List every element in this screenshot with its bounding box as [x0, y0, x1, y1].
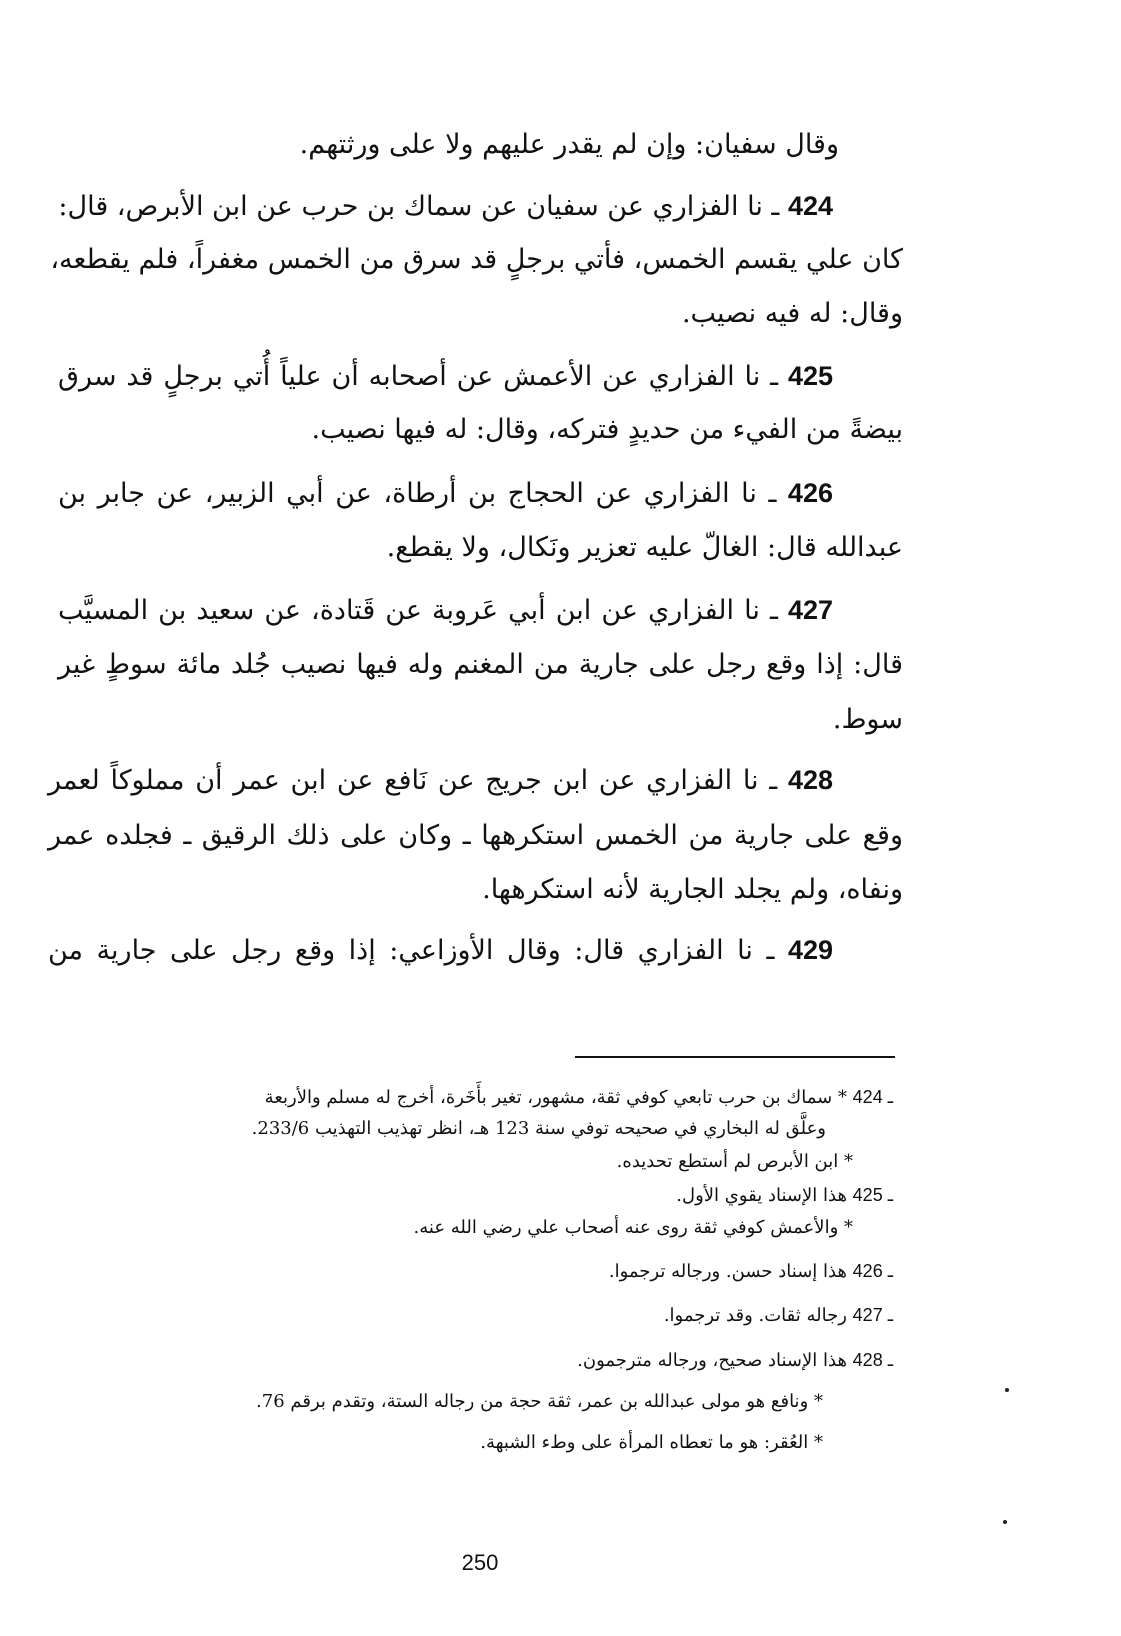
footnote-426: [609, 1256, 893, 1287]
body-text: نا الفزاري عن سفيان عن سماك بن حرب عن ابن الأبرص، قال:: [58, 191, 763, 222]
dash: ـ: [770, 361, 779, 392]
body-line: وقع على جارية من الخمس استكرهها ـ وكان على ذلك الرقيق ـ فجلده عمر: [48, 820, 903, 851]
footnote-425-line-2: [414, 1213, 853, 1243]
dash: ـ: [771, 191, 780, 222]
hadith-number: 427: [787, 595, 833, 625]
body-line: سوط.: [832, 704, 903, 735]
star-icon: *: [837, 1087, 847, 1108]
hadith-425-line-1: [58, 356, 833, 397]
page-number: 250: [461, 1550, 499, 1575]
footnote-text: سماك بن حرب تابعي كوفي ثقة، مشهور، تغير بأَخَرة، أخرج له مسلم والأربعة: [264, 1087, 833, 1108]
body-text: نا الفزاري عن ابن جريج عن نَافع عن ابن عمر أن مملوكاً لعمر: [48, 765, 759, 796]
footnote-number: 425 ـ: [852, 1185, 893, 1205]
footnote-number: 427 ـ: [852, 1305, 893, 1325]
footnote-text: رجاله ثقات. وقد ترجموا.: [663, 1305, 847, 1326]
footnote-text: هذا الإسناد يقوي الأول.: [676, 1185, 847, 1206]
hadith-424-line-1: [0, 186, 833, 227]
body-text: نا الفزاري عن ابن أبي عَروبة عن قَتادة، عن سعيد بن المسيَّب: [58, 595, 760, 626]
scan-speck: [1003, 1520, 1007, 1524]
hadith-428-line-1: [48, 760, 833, 801]
dash: ـ: [769, 595, 778, 626]
hadith-number: 426: [787, 478, 833, 508]
footnote-424-line-2: وعلَّق له البخاري في صحيحه توفي سنة 123 هـ، انظر تهذيب التهذيب 233/6.: [251, 1118, 826, 1139]
body-line: وقال سفيان: وإن لم يقدر عليهم ولا على ورثتهم.: [299, 129, 839, 160]
footnote-text: ونافع هو مولى عبدالله بن عمر، ثقة حجة من رجاله الستة، وتقدم برقم 76.: [256, 1391, 809, 1412]
dash: ـ: [769, 765, 778, 796]
footnote-428-line-3: [480, 1428, 823, 1458]
star-icon: *: [844, 1151, 853, 1172]
dash: ـ: [766, 935, 775, 966]
star-icon: *: [814, 1391, 823, 1412]
footnote-text: هذا إسناد حسن. ورجاله ترجموا.: [608, 1261, 847, 1282]
hadith-426-line-1: [58, 473, 833, 514]
body-line: بيضةً من الفيء من حديدٍ فتركه، وقال: له فيها نصيب.: [311, 414, 903, 445]
footnote-427: [664, 1300, 893, 1331]
hadith-number: 429: [787, 935, 833, 965]
footnote-number: 424 ـ: [852, 1087, 893, 1107]
body-text: نا الفزاري قال: وقال الأوزاعي: إذا وقع رجل على جارية من: [48, 935, 753, 966]
footnote-number: 426 ـ: [852, 1261, 893, 1281]
hadith-429-line-1: [48, 930, 833, 971]
body-line: عبدالله قال: الغالّ عليه تعزير ونَكال، ولا يقطع.: [386, 532, 903, 563]
dash: ـ: [768, 478, 777, 509]
footnote-428-line-2: [256, 1387, 823, 1417]
footnote-text: ابن الأبرص لم أستطع تحديده.: [616, 1151, 839, 1172]
footnote-text: العُقر: هو ما تعطاه المرأة على وطء الشبهة.: [480, 1432, 809, 1453]
body-line: قال: إذا وقع رجل على جارية من المغنم وله فيها نصيب جُلد مائة سوطٍ غير: [58, 649, 903, 680]
body-line: ونفاه، ولم يجلد الجارية لأنه استكرهها.: [482, 874, 903, 905]
hadith-number: 424: [787, 191, 833, 221]
hadith-number: 428: [787, 765, 833, 795]
footnote-number: 428 ـ: [852, 1350, 893, 1370]
footnote-text: هذا الإسناد صحيح، ورجاله مترجمون.: [577, 1350, 847, 1371]
footnote-separator: [575, 1056, 895, 1058]
footnote-428-line-1: [577, 1345, 893, 1376]
scan-speck: [1005, 1388, 1009, 1392]
body-text: نا الفزاري عن الحجاج بن أرطاة، عن أبي الزبير، عن جابر بن: [58, 478, 757, 509]
body-line: وقال: له فيه نصيب.: [681, 298, 903, 329]
hadith-427-line-1: [58, 590, 833, 631]
footnote-text: والأعمش كوفي ثقة روى عنه أصحاب علي رضي الله عنه.: [413, 1217, 839, 1238]
body-text: نا الفزاري عن الأعمش عن أصحابه أن علياً أُتي برجلٍ قد سرق: [58, 361, 761, 392]
footnote-425-line-1: [676, 1180, 893, 1211]
star-icon: *: [814, 1432, 823, 1453]
hadith-number: 425: [787, 361, 833, 391]
footnote-424-line-3: [617, 1147, 853, 1177]
star-icon: *: [844, 1217, 853, 1238]
body-line: كان علي يقسم الخمس، فأتي برجلٍ قد سرق من الخمس مغفراً، فلم يقطعه،: [50, 244, 903, 275]
footnote-424-line-1: [265, 1082, 893, 1113]
